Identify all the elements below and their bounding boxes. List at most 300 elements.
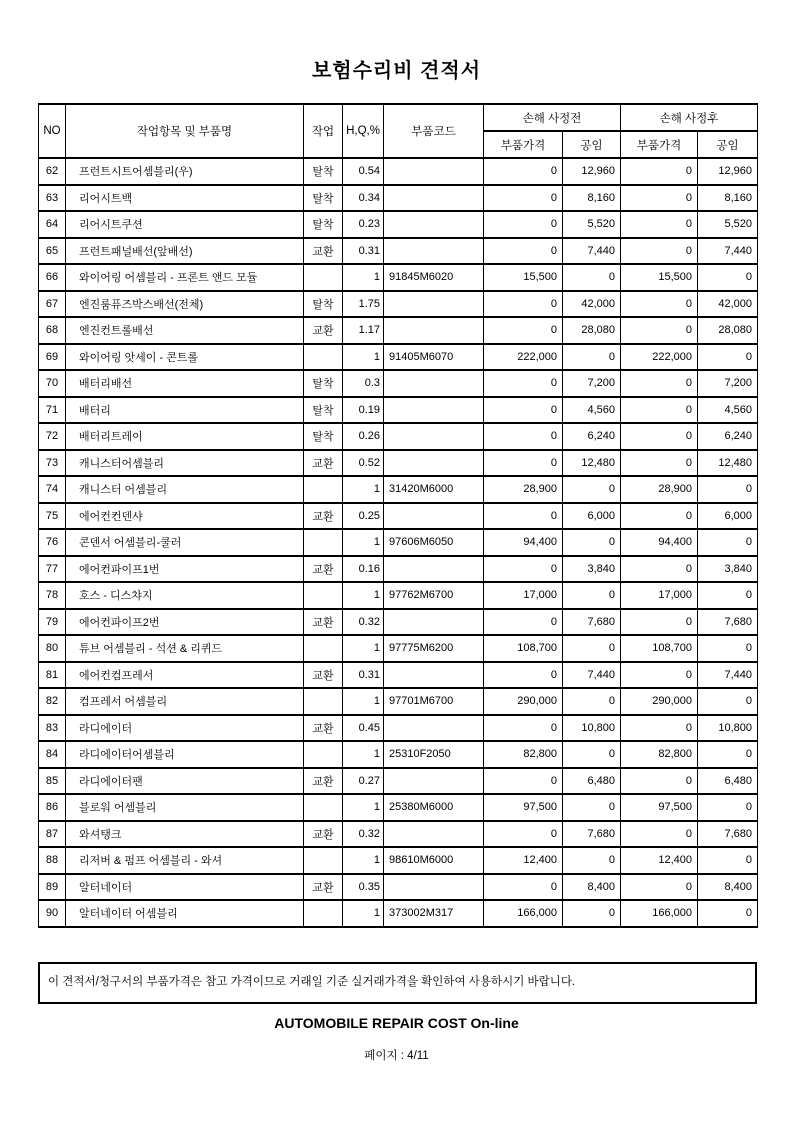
cell-work-type: 탈착 xyxy=(304,211,343,238)
cell-item-name: 튜브 어셈블리 - 석션 & 리퀴드 xyxy=(66,635,304,662)
cell-item-name: 엔진컨트롤배선 xyxy=(66,317,304,344)
cell-item-name: 라디에이터 xyxy=(66,715,304,742)
cell-after-labor: 28,080 xyxy=(698,317,758,344)
cell-work-type: 교환 xyxy=(304,715,343,742)
cell-before-labor: 3,840 xyxy=(563,556,621,583)
cell-work-type xyxy=(304,264,343,291)
cell-hq-value: 0.27 xyxy=(343,768,384,795)
cell-part-code: 25380M6000 xyxy=(384,794,484,821)
cell-row-number: 90 xyxy=(39,900,66,927)
cell-after-part-price: 0 xyxy=(621,370,698,397)
cell-row-number: 78 xyxy=(39,582,66,609)
table-row xyxy=(39,662,758,689)
cell-before-labor: 0 xyxy=(563,741,621,768)
cell-after-part-price: 15,500 xyxy=(621,264,698,291)
cell-hq-value: 0.35 xyxy=(343,874,384,901)
cell-hq-value: 1 xyxy=(343,264,384,291)
cell-item-name: 프런트시트어셈블리(우) xyxy=(66,158,304,185)
cell-before-labor: 0 xyxy=(563,688,621,715)
cell-item-name: 알터네이터 어셈블리 xyxy=(66,900,304,927)
cell-before-labor: 6,000 xyxy=(563,503,621,530)
cell-work-type xyxy=(304,741,343,768)
cell-after-part-price: 222,000 xyxy=(621,344,698,371)
cell-hq-value: 0.25 xyxy=(343,503,384,530)
cell-after-part-price: 0 xyxy=(621,609,698,636)
cell-work-type: 탈착 xyxy=(304,291,343,318)
cell-part-code xyxy=(384,450,484,477)
cell-work-type xyxy=(304,476,343,503)
cell-after-part-price: 0 xyxy=(621,662,698,689)
table-row xyxy=(39,768,758,795)
cell-hq-value: 1.75 xyxy=(343,291,384,318)
cell-hq-value: 0.23 xyxy=(343,211,384,238)
table-row xyxy=(39,635,758,662)
cell-after-part-price: 290,000 xyxy=(621,688,698,715)
cell-before-part-price: 0 xyxy=(484,503,563,530)
cell-after-part-price: 0 xyxy=(621,874,698,901)
cell-hq-value: 0.34 xyxy=(343,185,384,212)
cell-part-code xyxy=(384,874,484,901)
cell-part-code xyxy=(384,423,484,450)
cell-item-name: 프런트패널배선(앞배선) xyxy=(66,238,304,265)
cell-part-code: 97775M6200 xyxy=(384,635,484,662)
cell-hq-value: 1.17 xyxy=(343,317,384,344)
cell-row-number: 84 xyxy=(39,741,66,768)
cell-item-name: 와이어링 앗세이 - 콘트롤 xyxy=(66,344,304,371)
table-row xyxy=(39,158,758,185)
col-header-no: NO xyxy=(39,104,66,158)
cell-row-number: 69 xyxy=(39,344,66,371)
cell-hq-value: 1 xyxy=(343,847,384,874)
table-row xyxy=(39,450,758,477)
cell-before-part-price: 166,000 xyxy=(484,900,563,927)
cell-work-type: 교환 xyxy=(304,821,343,848)
table-row xyxy=(39,238,758,265)
cell-before-part-price: 290,000 xyxy=(484,688,563,715)
cell-row-number: 88 xyxy=(39,847,66,874)
cell-before-labor: 0 xyxy=(563,476,621,503)
cell-after-labor: 0 xyxy=(698,900,758,927)
cell-before-part-price: 0 xyxy=(484,423,563,450)
cell-after-part-price: 97,500 xyxy=(621,794,698,821)
cell-row-number: 73 xyxy=(39,450,66,477)
cell-row-number: 80 xyxy=(39,635,66,662)
cell-hq-value: 1 xyxy=(343,476,384,503)
cell-work-type: 교환 xyxy=(304,503,343,530)
cell-before-labor: 0 xyxy=(563,582,621,609)
cell-before-part-price: 0 xyxy=(484,238,563,265)
cell-work-type xyxy=(304,529,343,556)
cell-after-labor: 6,240 xyxy=(698,423,758,450)
cell-after-part-price: 94,400 xyxy=(621,529,698,556)
cell-row-number: 89 xyxy=(39,874,66,901)
cell-row-number: 70 xyxy=(39,370,66,397)
cell-before-labor: 0 xyxy=(563,529,621,556)
cell-before-labor: 5,520 xyxy=(563,211,621,238)
cell-part-code xyxy=(384,158,484,185)
cell-after-part-price: 0 xyxy=(621,715,698,742)
cell-after-part-price: 17,000 xyxy=(621,582,698,609)
cell-part-code xyxy=(384,317,484,344)
cell-after-part-price: 82,800 xyxy=(621,741,698,768)
cell-before-part-price: 0 xyxy=(484,158,563,185)
cell-work-type xyxy=(304,344,343,371)
cell-part-code xyxy=(384,370,484,397)
cell-before-part-price: 108,700 xyxy=(484,635,563,662)
col-header-before-part-price: 부품가격 xyxy=(484,131,563,158)
cell-item-name: 컴프레서 어셈블리 xyxy=(66,688,304,715)
cell-work-type: 교환 xyxy=(304,874,343,901)
table-row xyxy=(39,900,758,927)
cell-item-name: 라디에이터어셈블리 xyxy=(66,741,304,768)
cell-row-number: 85 xyxy=(39,768,66,795)
cell-before-labor: 12,480 xyxy=(563,450,621,477)
cell-after-labor: 7,200 xyxy=(698,370,758,397)
cell-after-labor: 5,520 xyxy=(698,211,758,238)
cell-part-code xyxy=(384,291,484,318)
cell-after-labor: 6,000 xyxy=(698,503,758,530)
cell-after-labor: 0 xyxy=(698,529,758,556)
cell-work-type: 탈착 xyxy=(304,185,343,212)
cell-before-part-price: 0 xyxy=(484,821,563,848)
cell-hq-value: 1 xyxy=(343,794,384,821)
cell-before-part-price: 0 xyxy=(484,370,563,397)
cell-row-number: 83 xyxy=(39,715,66,742)
cell-after-part-price: 108,700 xyxy=(621,635,698,662)
table-row xyxy=(39,397,758,424)
cell-after-labor: 6,480 xyxy=(698,768,758,795)
cell-after-labor: 7,440 xyxy=(698,662,758,689)
cell-before-labor: 0 xyxy=(563,264,621,291)
table-row xyxy=(39,582,758,609)
cell-after-part-price: 0 xyxy=(621,291,698,318)
cell-after-labor: 12,960 xyxy=(698,158,758,185)
cell-part-code xyxy=(384,715,484,742)
cell-hq-value: 0.16 xyxy=(343,556,384,583)
cell-after-labor: 0 xyxy=(698,582,758,609)
cell-work-type xyxy=(304,900,343,927)
cell-row-number: 63 xyxy=(39,185,66,212)
cell-hq-value: 1 xyxy=(343,582,384,609)
cell-after-part-price: 0 xyxy=(621,503,698,530)
cell-row-number: 67 xyxy=(39,291,66,318)
cell-part-code xyxy=(384,211,484,238)
cell-after-labor: 8,400 xyxy=(698,874,758,901)
cell-item-name: 배터리 xyxy=(66,397,304,424)
estimate-table-header xyxy=(39,104,758,158)
cell-before-labor: 8,400 xyxy=(563,874,621,901)
cell-item-name: 에어컨파이프1번 xyxy=(66,556,304,583)
page-number-label: 페이지 : 4/11 xyxy=(364,1050,429,1062)
col-group-before-assessment: 손해 사정전 xyxy=(484,104,621,131)
cell-work-type xyxy=(304,794,343,821)
cell-part-code xyxy=(384,609,484,636)
cell-before-part-price: 0 xyxy=(484,715,563,742)
cell-after-part-price: 0 xyxy=(621,317,698,344)
cell-before-part-price: 15,500 xyxy=(484,264,563,291)
estimate-table xyxy=(38,103,758,928)
cell-work-type: 교환 xyxy=(304,556,343,583)
notice-box xyxy=(38,962,757,1004)
table-row xyxy=(39,874,758,901)
cell-hq-value: 1 xyxy=(343,635,384,662)
cell-after-part-price: 0 xyxy=(621,185,698,212)
cell-before-part-price: 0 xyxy=(484,662,563,689)
table-row xyxy=(39,715,758,742)
estimate-table-body xyxy=(39,158,758,927)
cell-part-code: 97606M6050 xyxy=(384,529,484,556)
cell-after-labor: 0 xyxy=(698,794,758,821)
cell-row-number: 87 xyxy=(39,821,66,848)
cell-after-labor: 10,800 xyxy=(698,715,758,742)
cell-before-part-price: 0 xyxy=(484,317,563,344)
cell-before-labor: 0 xyxy=(563,635,621,662)
cell-part-code: 373002M317 xyxy=(384,900,484,927)
cell-work-type: 탈착 xyxy=(304,370,343,397)
cell-after-part-price: 0 xyxy=(621,238,698,265)
cell-hq-value: 0.31 xyxy=(343,238,384,265)
cell-part-code: 91845M6020 xyxy=(384,264,484,291)
cell-before-labor: 7,200 xyxy=(563,370,621,397)
cell-before-part-price: 0 xyxy=(484,450,563,477)
cell-before-part-price: 222,000 xyxy=(484,344,563,371)
table-row xyxy=(39,556,758,583)
cell-before-part-price: 0 xyxy=(484,211,563,238)
cell-item-name: 배터리트레이 xyxy=(66,423,304,450)
cell-after-labor: 0 xyxy=(698,476,758,503)
cell-hq-value: 0.54 xyxy=(343,158,384,185)
cell-after-labor: 7,440 xyxy=(698,238,758,265)
cell-item-name: 에어컨파이프2번 xyxy=(66,609,304,636)
cell-item-name: 캐니스터 어셈블리 xyxy=(66,476,304,503)
cell-row-number: 82 xyxy=(39,688,66,715)
cell-before-labor: 0 xyxy=(563,900,621,927)
cell-after-labor: 0 xyxy=(698,847,758,874)
cell-before-labor: 42,000 xyxy=(563,291,621,318)
cell-row-number: 76 xyxy=(39,529,66,556)
cell-row-number: 62 xyxy=(39,158,66,185)
cell-part-code: 31420M6000 xyxy=(384,476,484,503)
cell-after-labor: 7,680 xyxy=(698,821,758,848)
cell-item-name: 캐니스터어셈블리 xyxy=(66,450,304,477)
cell-row-number: 64 xyxy=(39,211,66,238)
cell-after-part-price: 0 xyxy=(621,423,698,450)
cell-after-labor: 0 xyxy=(698,264,758,291)
cell-work-type: 교환 xyxy=(304,238,343,265)
cell-work-type: 탈착 xyxy=(304,158,343,185)
cell-before-labor: 6,480 xyxy=(563,768,621,795)
table-row xyxy=(39,185,758,212)
cell-before-labor: 7,680 xyxy=(563,821,621,848)
cell-work-type: 탈착 xyxy=(304,397,343,424)
cell-after-part-price: 0 xyxy=(621,211,698,238)
cell-row-number: 66 xyxy=(39,264,66,291)
cell-item-name: 리저버 & 펌프 어셈블리 - 와셔 xyxy=(66,847,304,874)
cell-row-number: 77 xyxy=(39,556,66,583)
cell-hq-value: 0.32 xyxy=(343,609,384,636)
cell-item-name: 리어시트쿠션 xyxy=(66,211,304,238)
col-header-work: 작업 xyxy=(304,104,343,158)
cell-row-number: 71 xyxy=(39,397,66,424)
cell-after-labor: 8,160 xyxy=(698,185,758,212)
cell-row-number: 75 xyxy=(39,503,66,530)
cell-part-code: 97701M6700 xyxy=(384,688,484,715)
cell-work-type: 교환 xyxy=(304,662,343,689)
cell-item-name: 알터네이터 xyxy=(66,874,304,901)
cell-before-part-price: 0 xyxy=(484,768,563,795)
cell-part-code xyxy=(384,821,484,848)
table-row xyxy=(39,291,758,318)
cell-work-type: 탈착 xyxy=(304,423,343,450)
cell-before-part-price: 12,400 xyxy=(484,847,563,874)
cell-before-labor: 8,160 xyxy=(563,185,621,212)
cell-after-labor: 7,680 xyxy=(698,609,758,636)
cell-after-part-price: 12,400 xyxy=(621,847,698,874)
cell-row-number: 81 xyxy=(39,662,66,689)
cell-before-part-price: 0 xyxy=(484,185,563,212)
table-row xyxy=(39,423,758,450)
cell-row-number: 79 xyxy=(39,609,66,636)
cell-item-name: 리어시트백 xyxy=(66,185,304,212)
table-row xyxy=(39,370,758,397)
cell-before-part-price: 82,800 xyxy=(484,741,563,768)
cell-before-part-price: 94,400 xyxy=(484,529,563,556)
cell-after-labor: 12,480 xyxy=(698,450,758,477)
cell-hq-value: 0.19 xyxy=(343,397,384,424)
cell-part-code: 91405M6070 xyxy=(384,344,484,371)
cell-after-part-price: 0 xyxy=(621,821,698,848)
table-row xyxy=(39,317,758,344)
cell-work-type xyxy=(304,635,343,662)
notice-text: 이 견적서/청구서의 부품가격은 참고 가격이므로 거래일 기준 실거래가격을 확인하여 사용하시기 바랍니다. xyxy=(48,976,576,988)
cell-part-code xyxy=(384,185,484,212)
page-title: 보험수리비 견적서 xyxy=(311,60,482,82)
cell-before-labor: 4,560 xyxy=(563,397,621,424)
table-row xyxy=(39,821,758,848)
cell-item-name: 배터리배선 xyxy=(66,370,304,397)
table-row xyxy=(39,529,758,556)
cell-hq-value: 0.31 xyxy=(343,662,384,689)
cell-row-number: 86 xyxy=(39,794,66,821)
table-row xyxy=(39,794,758,821)
cell-before-part-price: 28,900 xyxy=(484,476,563,503)
table-row xyxy=(39,476,758,503)
cell-after-labor: 0 xyxy=(698,688,758,715)
cell-hq-value: 1 xyxy=(343,741,384,768)
cell-before-labor: 0 xyxy=(563,847,621,874)
cell-part-code: 97762M6700 xyxy=(384,582,484,609)
cell-hq-value: 1 xyxy=(343,344,384,371)
cell-work-type: 교환 xyxy=(304,317,343,344)
table-row xyxy=(39,344,758,371)
cell-after-labor: 0 xyxy=(698,635,758,662)
cell-after-labor: 42,000 xyxy=(698,291,758,318)
cell-item-name: 라디에이터팬 xyxy=(66,768,304,795)
cell-part-code xyxy=(384,768,484,795)
cell-row-number: 68 xyxy=(39,317,66,344)
cell-hq-value: 0.52 xyxy=(343,450,384,477)
col-header-item: 작업항목 및 부품명 xyxy=(66,104,304,158)
cell-hq-value: 0.32 xyxy=(343,821,384,848)
col-header-after-labor: 공임 xyxy=(698,131,758,158)
cell-before-labor: 28,080 xyxy=(563,317,621,344)
cell-row-number: 72 xyxy=(39,423,66,450)
cell-part-code xyxy=(384,503,484,530)
cell-before-part-price: 0 xyxy=(484,874,563,901)
cell-work-type: 교환 xyxy=(304,609,343,636)
cell-before-part-price: 0 xyxy=(484,609,563,636)
cell-after-labor: 0 xyxy=(698,741,758,768)
cell-after-part-price: 0 xyxy=(621,556,698,583)
cell-item-name: 콘덴서 어셈블리-쿨러 xyxy=(66,529,304,556)
cell-after-labor: 0 xyxy=(698,344,758,371)
col-header-before-labor: 공임 xyxy=(563,131,621,158)
col-header-part-code: 부품코드 xyxy=(384,104,484,158)
cell-hq-value: 0.26 xyxy=(343,423,384,450)
cell-item-name: 와이어링 어셈블리 - 프론트 앤드 모듈 xyxy=(66,264,304,291)
cell-after-part-price: 0 xyxy=(621,397,698,424)
cell-part-code: 98610M6000 xyxy=(384,847,484,874)
cell-part-code xyxy=(384,238,484,265)
footer-brand-title: AUTOMOBILE REPAIR COST On-line xyxy=(274,1015,519,1031)
cell-before-part-price: 97,500 xyxy=(484,794,563,821)
cell-row-number: 74 xyxy=(39,476,66,503)
cell-after-part-price: 0 xyxy=(621,158,698,185)
table-row xyxy=(39,847,758,874)
cell-before-labor: 10,800 xyxy=(563,715,621,742)
cell-part-code: 25310F2050 xyxy=(384,741,484,768)
col-group-after-assessment: 손해 사정후 xyxy=(621,104,758,131)
cell-before-labor: 0 xyxy=(563,344,621,371)
cell-after-part-price: 28,900 xyxy=(621,476,698,503)
cell-work-type xyxy=(304,847,343,874)
cell-before-labor: 12,960 xyxy=(563,158,621,185)
table-row xyxy=(39,609,758,636)
cell-after-part-price: 0 xyxy=(621,768,698,795)
col-header-after-part-price: 부품가격 xyxy=(621,131,698,158)
table-row xyxy=(39,211,758,238)
cell-hq-value: 1 xyxy=(343,900,384,927)
cell-work-type: 교환 xyxy=(304,768,343,795)
cell-part-code xyxy=(384,397,484,424)
cell-item-name: 호스 - 디스챠지 xyxy=(66,582,304,609)
cell-hq-value: 1 xyxy=(343,529,384,556)
cell-before-part-price: 17,000 xyxy=(484,582,563,609)
cell-hq-value: 1 xyxy=(343,688,384,715)
cell-item-name: 엔진룸퓨즈박스배선(전체) xyxy=(66,291,304,318)
header-row-groups xyxy=(39,104,758,131)
col-header-hq: H,Q,% xyxy=(343,104,384,158)
cell-before-labor: 6,240 xyxy=(563,423,621,450)
cell-after-labor: 3,840 xyxy=(698,556,758,583)
cell-hq-value: 0.3 xyxy=(343,370,384,397)
cell-after-part-price: 0 xyxy=(621,450,698,477)
cell-before-part-price: 0 xyxy=(484,556,563,583)
cell-before-labor: 7,440 xyxy=(563,662,621,689)
cell-after-part-price: 166,000 xyxy=(621,900,698,927)
table-row xyxy=(39,264,758,291)
cell-before-labor: 7,440 xyxy=(563,238,621,265)
cell-row-number: 65 xyxy=(39,238,66,265)
cell-part-code xyxy=(384,556,484,583)
table-row xyxy=(39,741,758,768)
cell-item-name: 블로워 어셈블리 xyxy=(66,794,304,821)
cell-before-part-price: 0 xyxy=(484,291,563,318)
table-row xyxy=(39,688,758,715)
cell-hq-value: 0.45 xyxy=(343,715,384,742)
cell-work-type xyxy=(304,688,343,715)
cell-item-name: 와셔탱크 xyxy=(66,821,304,848)
